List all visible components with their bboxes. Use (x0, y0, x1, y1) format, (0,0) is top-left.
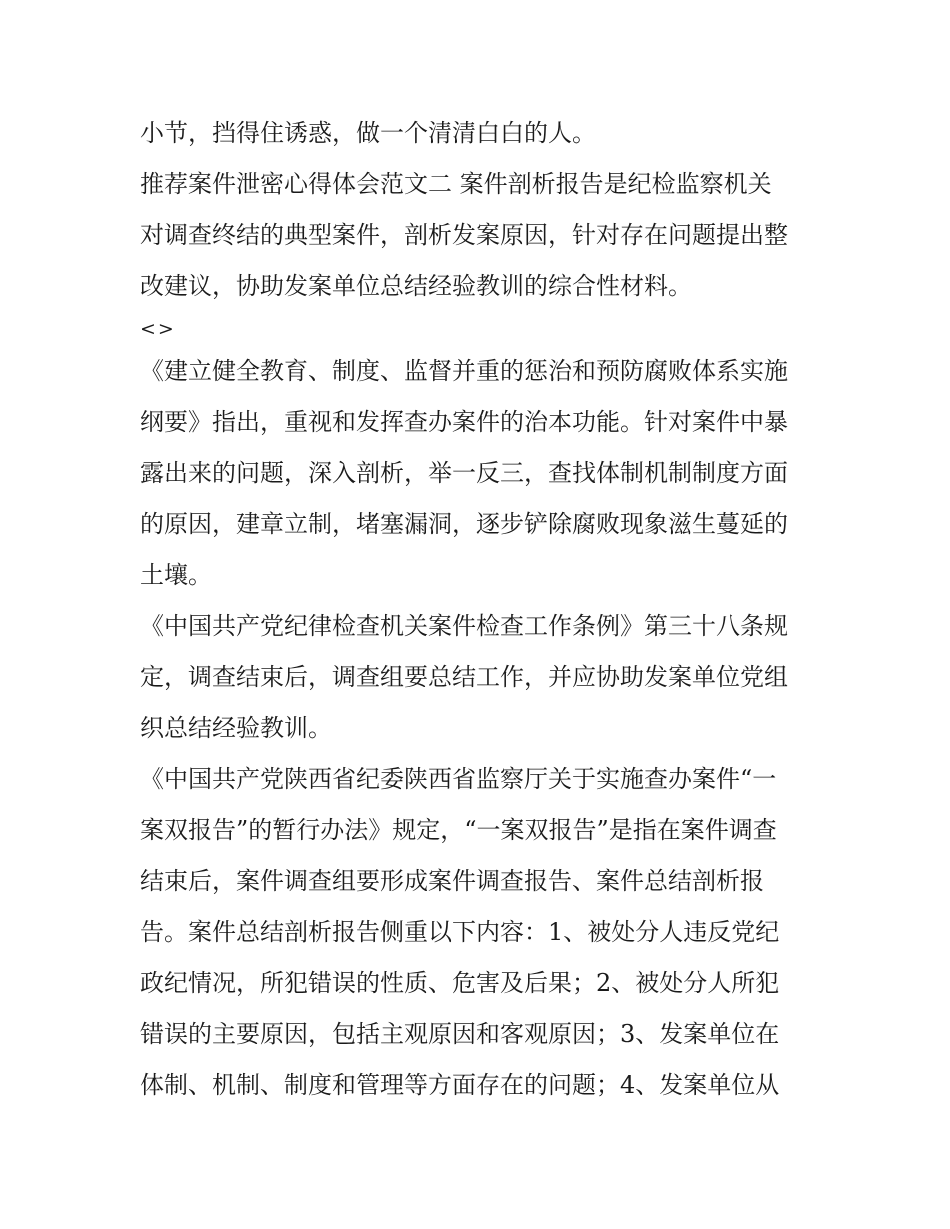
text-line: 纲要》指出，重视和发挥查办案件的治本功能。针对案件中暴 (140, 408, 788, 436)
text-line: 《中国共产党纪律检查机关案件检查工作条例》第三十八条规 (140, 612, 788, 640)
text-line: 政纪情况，所犯错误的性质、危害及后果；2、被处分人所犯 (140, 969, 780, 997)
text-line-marker: <> (140, 318, 176, 340)
text-line: 小节，挡得住诱惑，做一个清清白白的人。 (140, 119, 596, 147)
text-line: 露出来的问题，深入剖析，举一反三，查找体制机制制度方面 (140, 459, 788, 487)
text-line: 推荐案件泄密心得体会范文二 案件剖析报告是纪检监察机关 (140, 170, 772, 198)
text-line: 《中国共产党陕西省纪委陕西省监察厅关于实施查办案件“一 (140, 765, 777, 793)
document-body (140, 108, 820, 1111)
text-line: 织总结经验教训。 (140, 714, 332, 742)
text-line: 对调查终结的典型案件，剖析发案原因，针对存在问题提出整 (140, 221, 788, 249)
text-line: 土壤。 (140, 561, 212, 589)
text-line: 体制、机制、制度和管理等方面存在的问题；4、发案单位从 (140, 1071, 780, 1099)
text-line: 改建议，协助发案单位总结经验教训的综合性材料。 (140, 272, 692, 300)
text-line: 结束后，案件调查组要形成案件调查报告、案件总结剖析报 (140, 867, 764, 895)
text-line: 告。案件总结剖析报告侧重以下内容：1、被处分人违反党纪 (140, 918, 780, 946)
text-line: 案双报告”的暂行办法》规定，“一案双报告”是指在案件调查 (140, 816, 777, 844)
text-line: 错误的主要原因，包括主观原因和客观原因；3、发案单位在 (140, 1020, 780, 1048)
text-line: 《建立健全教育、制度、监督并重的惩治和预防腐败体系实施 (140, 357, 788, 385)
text-line: 定，调查结束后，调查组要总结工作，并应协助发案单位党组 (140, 663, 788, 691)
text-line: 的原因，建章立制，堵塞漏洞，逐步铲除腐败现象滋生蔓延的 (140, 510, 788, 538)
